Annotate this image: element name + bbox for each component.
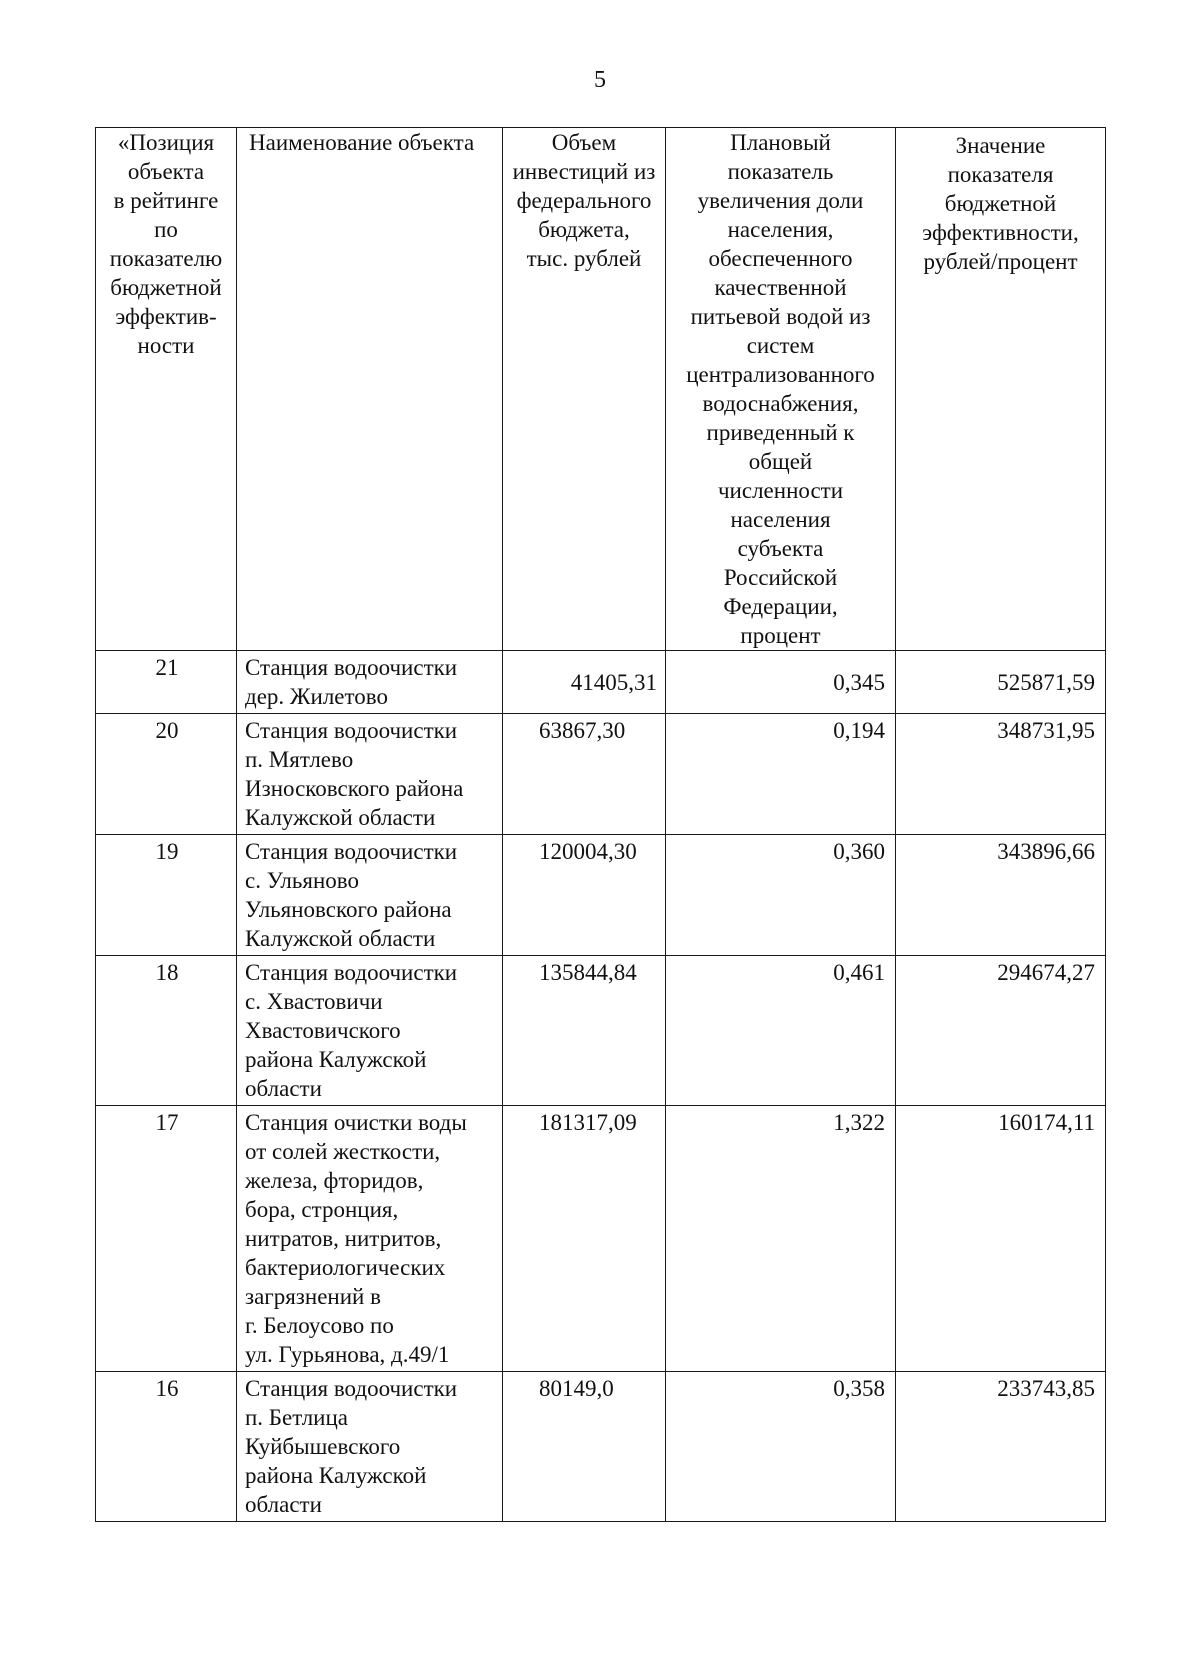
- table-row: [96, 1372, 1106, 1522]
- cell-text-line: района Калужской: [245, 1463, 427, 1488]
- cell-text-line: обеспеченного: [708, 246, 853, 271]
- cell-text-line: питьевой водой из: [690, 304, 871, 329]
- cell-text-line: Объем: [551, 130, 617, 155]
- cell-planned: 0,194: [666, 714, 896, 835]
- table-row: [96, 1106, 1106, 1372]
- cell-text-line: федерального: [516, 188, 652, 213]
- cell-text-line: Станция очистки воды: [245, 1110, 467, 1135]
- cell-text-line: качественной: [714, 275, 847, 300]
- cell-investment: 135844,84: [503, 956, 666, 1106]
- cell-text-line: области: [245, 1076, 322, 1101]
- cell-text-line: Куйбышевского: [245, 1434, 401, 1459]
- table-row: [96, 835, 1106, 956]
- cell-name: [237, 651, 503, 714]
- cell-position: 17: [96, 1106, 237, 1372]
- cell-text-line: Износковского района: [245, 776, 464, 801]
- cell-position: 16: [96, 1372, 237, 1522]
- header-efficiency-value: [896, 128, 1106, 651]
- cell-value: 160174,11: [896, 1106, 1106, 1372]
- cell-text-line: «Позиция: [117, 130, 215, 155]
- cell-text-line: объекта: [127, 159, 205, 184]
- table-row: [96, 651, 1106, 714]
- cell-name: [237, 1372, 503, 1522]
- cell-text-line: рублей/процент: [923, 249, 1078, 274]
- cell-planned: 1,322: [666, 1106, 896, 1372]
- cell-position: 19: [96, 835, 237, 956]
- cell-text-line: бюджетной: [110, 275, 222, 300]
- cell-text-line: от солей жесткости,: [245, 1139, 441, 1164]
- cell-text-line: ности: [137, 333, 195, 358]
- cell-text-line: численности: [717, 478, 844, 503]
- cell-text-line: по: [154, 217, 178, 242]
- cell-value: 525871,59: [896, 651, 1106, 714]
- cell-investment: 181317,09: [503, 1106, 666, 1372]
- header-investment: [503, 128, 666, 651]
- cell-text-line: Хвастовичского: [245, 1018, 401, 1043]
- cell-text-line: Федерации,: [723, 594, 838, 619]
- cell-text-line: бора, стронция,: [245, 1197, 399, 1222]
- cell-text-line: с. Ульяново: [245, 868, 359, 893]
- cell-text-line: Калужской области: [245, 926, 436, 951]
- cell-text-line: централизованного: [686, 362, 875, 387]
- cell-value: 348731,95: [896, 714, 1106, 835]
- cell-text-line: населения,: [727, 217, 834, 242]
- cell-text-line: увеличения доли: [697, 188, 864, 213]
- cell-name: [237, 714, 503, 835]
- cell-text-line: в рейтинге: [113, 188, 219, 213]
- cell-position: 20: [96, 714, 237, 835]
- cell-text-line: Ульяновского района: [245, 897, 452, 922]
- cell-text-line: п. Бетлица: [245, 1405, 349, 1430]
- cell-investment: 120004,30: [503, 835, 666, 956]
- cell-name: [237, 1106, 503, 1372]
- cell-text-line: Наименование объекта: [249, 130, 475, 155]
- cell-text-line: Станция водоочистки: [245, 960, 458, 985]
- table-header-row: [96, 128, 1106, 651]
- cell-text-line: нитратов, нитритов,: [245, 1226, 442, 1251]
- cell-text-line: водоснабжения,: [702, 391, 859, 416]
- cell-text-line: района Калужской: [245, 1047, 427, 1072]
- cell-text-line: Плановый: [730, 130, 831, 155]
- cell-text-line: бактериологических: [245, 1255, 446, 1280]
- cell-text-line: Станция водоочистки: [245, 718, 458, 743]
- cell-text-line: г. Белоусово по: [245, 1313, 394, 1338]
- cell-investment: 41405,31: [503, 651, 666, 714]
- cell-text-line: п. Мятлево: [245, 747, 354, 772]
- cell-name: [237, 956, 503, 1106]
- page-number: 5: [594, 67, 606, 93]
- cell-text-line: эффектив-: [115, 304, 217, 329]
- cell-planned: 0,360: [666, 835, 896, 956]
- cell-text-line: загрязнений в: [245, 1284, 381, 1309]
- cell-text-line: области: [245, 1492, 322, 1517]
- cell-text-line: общей: [748, 449, 813, 474]
- cell-text-line: систем: [746, 333, 815, 358]
- cell-text-line: Калужской области: [245, 805, 436, 830]
- cell-text-line: с. Хвастовичи: [245, 989, 383, 1014]
- ranking-table: [95, 127, 1106, 1522]
- cell-planned: 0,345: [666, 651, 896, 714]
- cell-text-line: Станция водоочистки: [245, 655, 458, 680]
- cell-planned: 0,461: [666, 956, 896, 1106]
- cell-text-line: процент: [740, 623, 821, 648]
- header-name: [237, 128, 503, 651]
- header-planned-indicator: [666, 128, 896, 651]
- cell-text-line: показателя: [947, 162, 1054, 187]
- cell-position: 21: [96, 651, 237, 714]
- cell-text-line: показатель: [727, 159, 834, 184]
- cell-text-line: тыс. рублей: [526, 246, 642, 271]
- cell-text-line: инвестиций из: [512, 159, 656, 184]
- cell-text-line: ул. Гурьянова, д.49/1: [245, 1342, 450, 1367]
- cell-text-line: Станция водоочистки: [245, 839, 458, 864]
- cell-investment: 80149,0: [503, 1372, 666, 1522]
- cell-value: 294674,27: [896, 956, 1106, 1106]
- cell-text-line: показателю: [109, 246, 223, 271]
- cell-text-line: дер. Жилетово: [245, 684, 388, 709]
- cell-text-line: Значение: [955, 133, 1046, 158]
- cell-text-line: Станция водоочистки: [245, 1376, 458, 1401]
- cell-investment: 63867,30: [503, 714, 666, 835]
- cell-text-line: бюджета,: [538, 217, 630, 242]
- header-position: [96, 128, 237, 651]
- table-row: [96, 714, 1106, 835]
- cell-name: [237, 835, 503, 956]
- cell-value: 343896,66: [896, 835, 1106, 956]
- cell-planned: 0,358: [666, 1372, 896, 1522]
- cell-text-line: бюджетной: [944, 191, 1057, 216]
- cell-text-line: субъекта: [737, 536, 824, 561]
- table-row: [96, 956, 1106, 1106]
- cell-value: 233743,85: [896, 1372, 1106, 1522]
- cell-position: 18: [96, 956, 237, 1106]
- cell-text-line: населения: [730, 507, 831, 532]
- cell-text-line: эффективности,: [922, 220, 1079, 245]
- cell-text-line: приведенный к: [706, 420, 855, 445]
- cell-text-line: железа, фторидов,: [245, 1168, 424, 1193]
- cell-text-line: Российской: [723, 565, 838, 590]
